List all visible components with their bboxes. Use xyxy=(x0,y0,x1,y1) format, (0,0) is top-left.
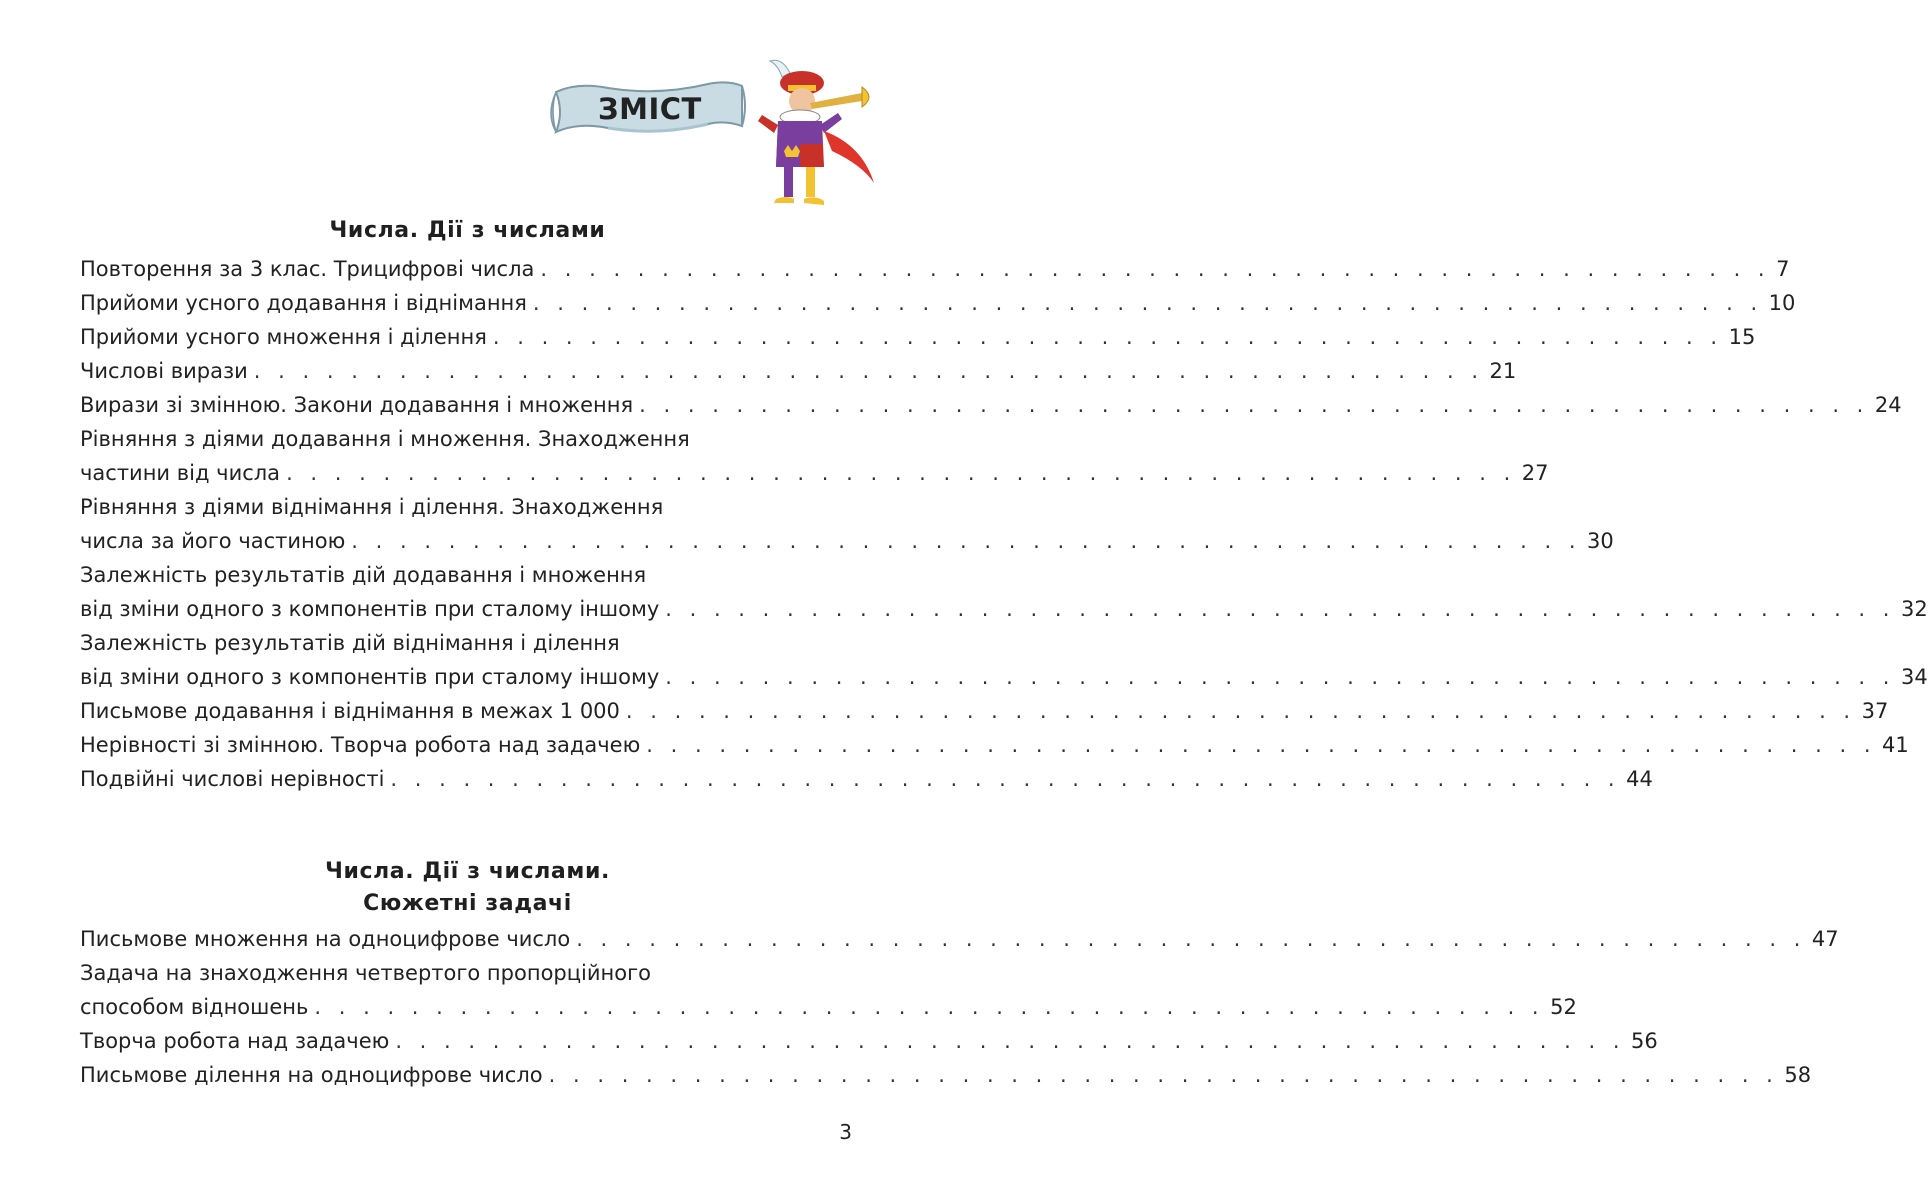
dot-leader: . . . . . . . . . . . . . . . . . . . . . . . . . . . . . . . . . . . . . . . . . . . . . . . . . . . xyxy=(665,665,1895,689)
dot-leader: . . . . . . . . . . . . . . . . . . . . . . . . . . . . . . . . . . . . . . . . . . . . . . . . . . . xyxy=(540,257,1771,281)
entry-title: Письмове додавання і віднімання в межах 1 000 xyxy=(80,699,620,723)
dot-leader: . . . . . . . . . . . . . . . . . . . . . . . . . . . . . . . . . . . . . . . . . . . . . . . . . . . xyxy=(625,699,1856,723)
entry-title-line: Залежність результатів дій віднімання і ділення xyxy=(80,631,620,655)
toc-entry[interactable] xyxy=(80,558,1928,626)
page-header xyxy=(0,0,935,225)
toc-entry[interactable] xyxy=(80,354,1517,388)
toc-entry[interactable] xyxy=(80,1024,1658,1058)
page-number: 37 xyxy=(1861,699,1889,723)
toc-entry[interactable] xyxy=(80,286,1796,320)
toc-entry[interactable] xyxy=(80,490,1614,558)
section-title-line: Сюжетні задачі xyxy=(363,891,572,916)
toc-entry[interactable] xyxy=(80,694,1889,728)
toc-entry[interactable] xyxy=(80,320,1756,354)
herald-illustration xyxy=(712,55,887,215)
dot-leader: . . . . . . . . . . . . . . . . . . . . . . . . . . . . . . . . . . . . . . . . . . . . . . . . . . . xyxy=(492,325,1723,349)
toc-entry[interactable] xyxy=(80,922,1839,956)
toc-entry[interactable] xyxy=(80,626,1928,694)
entry-title: частини від числа xyxy=(80,461,281,485)
page-number: 44 xyxy=(1626,767,1653,791)
entry-title-line: Рівняння з діями додавання і множення. Знаходження xyxy=(80,427,690,451)
page-title: ЗМІСТ xyxy=(598,92,702,126)
entry-title: Письмове множення на одноцифрове число xyxy=(80,927,571,951)
page-number: 15 xyxy=(1728,325,1756,349)
entry-title: числа за його частиною xyxy=(80,529,346,553)
section-title-line: Числа. Дії з числами. xyxy=(325,859,610,884)
dot-leader: . . . . . . . . . . . . . . . . . . . . . . . . . . . . . . . . . . . . . . . . . . . . . . . . . . . xyxy=(314,995,1545,1019)
page-number: 21 xyxy=(1489,359,1517,383)
section-title xyxy=(0,218,935,243)
dot-leader: . . . . . . . . . . . . . . . . . . . . . . . . . . . . . . . . . . . . . . . . . . . . . . . . . . . xyxy=(395,1029,1626,1053)
dot-leader: . . . . . . . . . . . . . . . . . . . . . . . . . . . . . . . . . . . . . . . . . . . . . . . . . . . xyxy=(351,529,1582,553)
page-number: 56 xyxy=(1631,1029,1658,1053)
dot-leader: . . . . . . . . . . . . . . . . . . . . . . . . . . . . . . . . . . . . . . . . . . . . . . . . . . . xyxy=(548,1063,1779,1087)
entry-title: Повторення за 3 клас. Трицифрові числа xyxy=(80,257,535,281)
footer-page-number: 3 xyxy=(839,1120,852,1144)
dot-leader: . . . . . . . . . . . . . . . . . . . . . . . . . . . . . . . . . . . . . . . . . . . . . . . . . . . xyxy=(646,733,1877,757)
toc-entry[interactable] xyxy=(80,956,1577,1024)
page-number: 52 xyxy=(1550,995,1577,1019)
entry-title: від зміни одного з компонентів при сталому іншому xyxy=(80,665,660,689)
toc-entry[interactable] xyxy=(80,728,1909,762)
toc-entry[interactable] xyxy=(80,422,1549,490)
entry-title-line: Рівняння з діями віднімання і ділення. Знаходження xyxy=(80,495,664,519)
entry-title-line: Задача на знаходження четвертого пропорційного xyxy=(80,961,651,985)
page-number: 24 xyxy=(1874,393,1902,417)
toc-list xyxy=(80,922,1839,1092)
entry-title: Прийоми усного множення і ділення xyxy=(80,325,487,349)
page-number: 7 xyxy=(1776,257,1790,281)
entry-title: Вирази зі змінною. Закони додавання і множення xyxy=(80,393,634,417)
dot-leader: . . . . . . . . . . . . . . . . . . . . . . . . . . . . . . . . . . . . . . . . . . . . . . . . . . . xyxy=(286,461,1516,485)
dot-leader: . . . . . . . . . . . . . . . . . . . . . . . . . . . . . . . . . . . . . . . . . . . . . . . . . . . xyxy=(532,291,1763,315)
entry-title: Нерівності зі змінною. Творча робота над задачею xyxy=(80,733,641,757)
page-number: 27 xyxy=(1521,461,1549,485)
dot-leader: . . . . . . . . . . . . . . . . . . . . . . . . . . . . . . . . . . . . . . . . . . . . . . . . . . . xyxy=(390,767,1621,791)
page-number: 58 xyxy=(1784,1063,1812,1087)
toc-entry[interactable] xyxy=(80,1058,1812,1092)
page-number: 41 xyxy=(1882,733,1909,757)
entry-title: від зміни одного з компонентів при сталому іншому xyxy=(80,597,660,621)
toc-list xyxy=(80,252,1928,796)
toc-entry[interactable] xyxy=(80,388,1902,422)
dot-leader: . . . . . . . . . . . . . . . . . . . . . . . . . . . . . . . . . . . . . . . . . . . . . . . . . . . xyxy=(639,393,1869,417)
entry-title-line: Залежність результатів дій додавання і множення xyxy=(80,563,647,587)
page-number: 30 xyxy=(1587,529,1614,553)
page-number: 47 xyxy=(1811,927,1839,951)
page-number: 10 xyxy=(1768,291,1796,315)
toc-entry[interactable] xyxy=(80,252,1790,286)
section-title xyxy=(0,856,935,920)
entry-title: Письмове ділення на одноцифрове число xyxy=(80,1063,543,1087)
entry-title: Творча робота над задачею xyxy=(80,1029,390,1053)
toc-entry[interactable] xyxy=(80,762,1653,796)
section-title-line: Числа. Дії з числами xyxy=(329,218,606,243)
entry-title: Подвійні числові нерівності xyxy=(80,767,385,791)
entry-title: способом відношень xyxy=(80,995,309,1019)
entry-title: Числові вирази xyxy=(80,359,248,383)
page-number: 32 xyxy=(1900,597,1928,621)
entry-title: Прийоми усного додавання і віднімання xyxy=(80,291,527,315)
dot-leader: . . . . . . . . . . . . . . . . . . . . . . . . . . . . . . . . . . . . . . . . . . . . . . . . . . . xyxy=(576,927,1806,951)
dot-leader: . . . . . . . . . . . . . . . . . . . . . . . . . . . . . . . . . . . . . . . . . . . . . . . . . . . xyxy=(665,597,1895,621)
page-number: 34 xyxy=(1900,665,1928,689)
dot-leader: . . . . . . . . . . . . . . . . . . . . . . . . . . . . . . . . . . . . . . . . . . . . . . . . . . . xyxy=(253,359,1484,383)
